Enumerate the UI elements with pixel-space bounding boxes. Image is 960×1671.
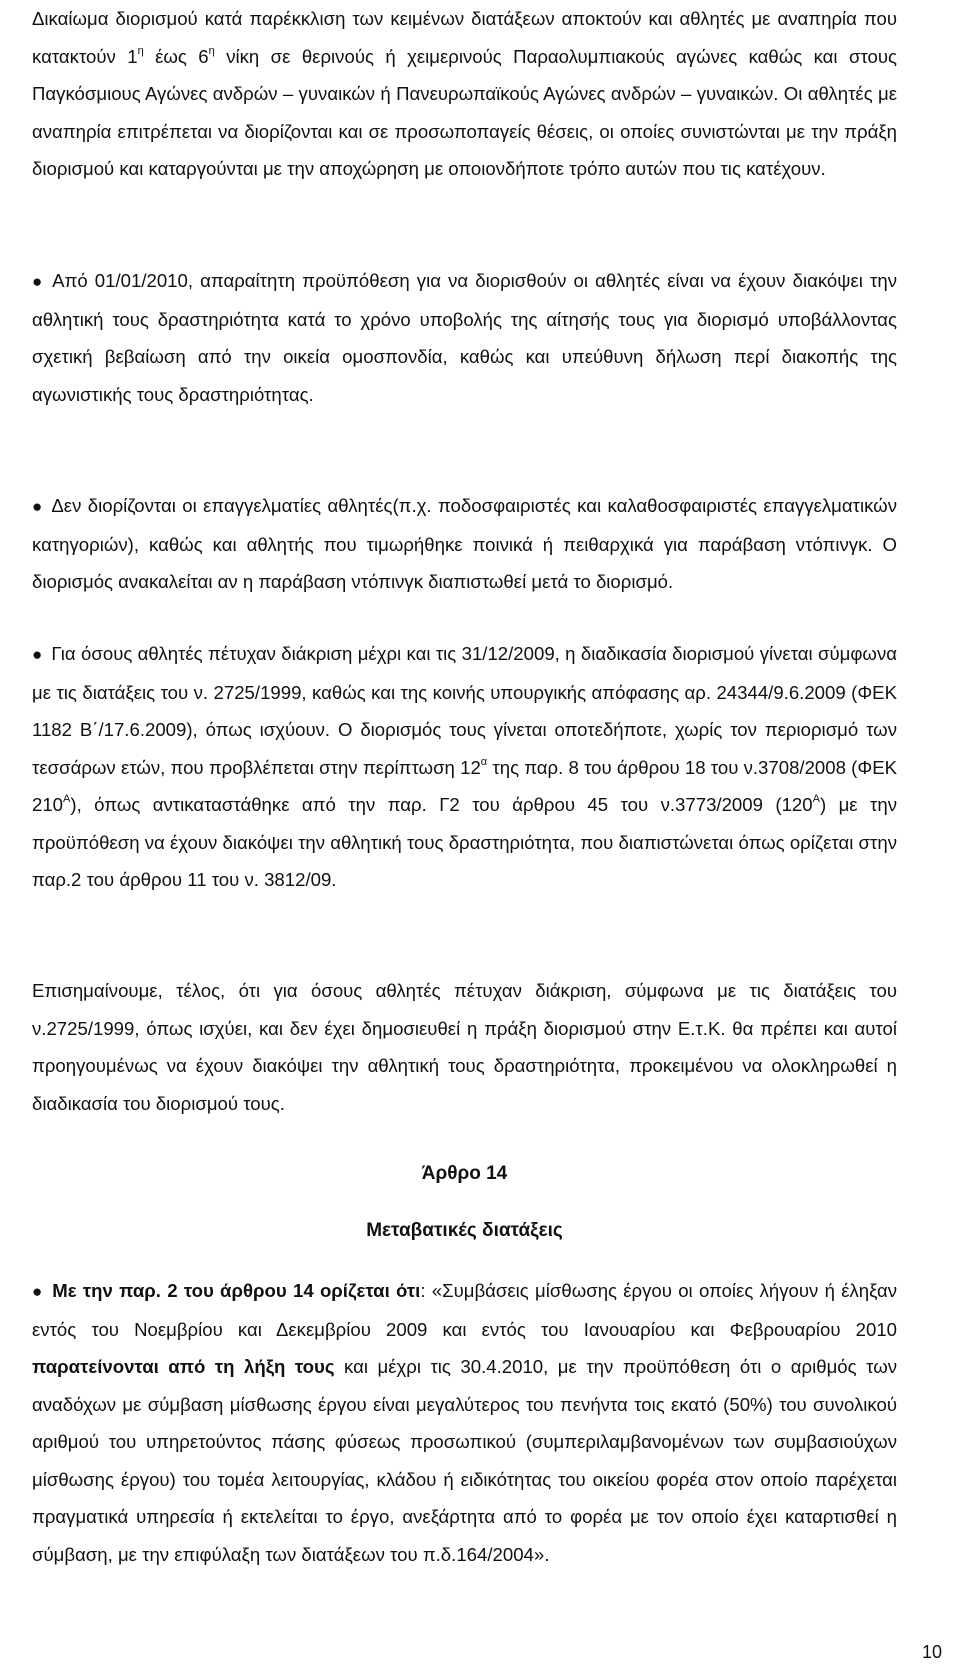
bullet-paragraph-prerequisite: ● Από 01/01/2010, απαραίτητη προϋπόθεση για να διορισθούν οι αθλητές είναι να έχουν διακόψει την αθλητική τους δραστηριότητα κατά το χρόνο υποβολής της αίτησής τους για διορισμό υποβάλλοντας σχετική βεβαίωση από την οικεία ομοσπονδία, καθώς και υπεύθυνη δήλωση περί διακοπής της αγωνιστικής τους δραστηριότητας. bbox=[32, 262, 897, 413]
bullet-paragraph-distinction-2009: ● Για όσους αθλητές πέτυχαν διάκριση μέχρι και τις 31/12/2009, η διαδικασία διορισμού γίνεται σύμφωνα με τις διατάξεις του ν. 2725/1999, καθώς και της κοινής υπουργικής απόφασης αρ. 24344/9.6.2009 (ΦΕΚ 1182 Β΄/17.6.2009), όπως ισχύουν. Ο διορισμός τους γίνεται οποτεδήποτε, χωρίς τον περιορισμό των τεσσάρων ετών, που προβλέπεται στην περίπτωση $12^\alpha$ της παρ. 8 του άρθρου 18 του ν.3708/2008 (ΦΕΚ $210^A$), όπως αντικαταστάθηκε από την παρ. Γ2 του άρθρου 45 του ν.3773/2009 $(120^A)$ με την προϋπόθεση να έχουν διακόψει την αθλητική τους δραστηριότητα, που διαπιστώνεται όπως ορίζεται στην παρ.2 του άρθρου 11 του ν. 3812/09. bbox=[32, 635, 897, 899]
bullet-icon: ● bbox=[32, 1282, 43, 1301]
article-heading: Άρθρο 14 bbox=[421, 1163, 508, 1184]
article-title: Μεταβατικές διατάξεις bbox=[366, 1220, 563, 1241]
bullet-paragraph-professionals: ● Δεν διορίζονται οι επαγγελματίες αθλητές(π.χ. ποδοσφαιριστές και καλαθοσφαιριστές επαγγελματικών κατηγοριών), καθώς και αθλητής που τιμωρήθηκε ποινικά ή πειθαρχικά για παράβαση ντόπινγκ. Ο διορισμός ανακαλείται αν η παράβαση ντόπινγκ διαπιστωθεί μετά το διορισμό. bbox=[32, 487, 897, 601]
bullet-icon: ● bbox=[32, 645, 43, 664]
paragraph-closing-note: Επισημαίνουμε, τέλος, ότι για όσους αθλητές πέτυχαν διάκριση, σύμφωνα με τις διατάξεις του ν.2725/1999, όπως ισχύει, και δεν έχει δημοσιευθεί η πράξη διορισμού στην Ε.τ.Κ. θα πρέπει και αυτοί προηγουμένως να έχουν διακόψει την αθλητική τους δραστηριότητα, προκειμένου να ολοκληρωθεί η διαδικασία του διορισμού τους. bbox=[32, 980, 897, 1114]
paragraph-disabled-athletes: Δικαίωμα διορισμού κατά παρέκκλιση των κειμένων διατάξεων αποκτούν και αθλητές με αναπηρία που κατακτούν $1^\eta$ έως $6^\eta$ νίκη σε θερινούς ή χειμερινούς Παραολυμπιακούς αγώνες καθώς και στους Παγκόσμιους Αγώνες ανδρών – γυναικών ή Πανευρωπαϊκούς Αγώνες ανδρών – γυναικών. Οι αθλητές με αναπηρία επιτρέπεται να διορίζονται και σε προσωποπαγείς θέσεις, οι οποίες συνιστώνται με την πράξη διορισμού και καταργούνται με την αποχώρηση με οποιονδήποτε τρόπο αυτών που τις κατέχουν. bbox=[32, 8, 898, 179]
bullet-paragraph-transitional: ● Με την παρ. 2 του άρθρου 14 ορίζεται ότι: «Συμβάσεις μίσθωσης έργου οι οποίες λήγουν ή έληξαν εντός του Νοεμβρίου και Δεκεμβρίου 2009 και εντός του Ιανουαρίου και Φεβρουαρίου 2010 παρατείνονται από τη λήξη τους και μέχρι τις 30.4.2010, με την προϋπόθεση ότι ο αριθμός των αναδόχων με σύμβαση μίσθωσης έργου είναι μεγαλύτερος του πενήντα τοις εκατό (50%) του συνολικού αριθμού του υπηρετούντος πάσης φύσεως προσωπικού (συμπεριλαμβανομένων των συμβασιούχων μίσθωσης έργου) του τομέα λειτουργίας, κλάδου ή ειδικότητας του οικείου φορέα στον οποίο παρέχεται πραγματικά υπηρεσία ή εκτελείται το έργο, ανεξάρτητα από το φορέα με τον οποίο έχει καταρτισθεί η σύμβαση, με την επιφύλαξη των διατάξεων του π.δ.164/2004». bbox=[32, 1272, 897, 1573]
bullet-icon: ● bbox=[32, 272, 43, 291]
bullet-icon: ● bbox=[32, 497, 43, 516]
page-number: 10 bbox=[921, 1642, 942, 1662]
